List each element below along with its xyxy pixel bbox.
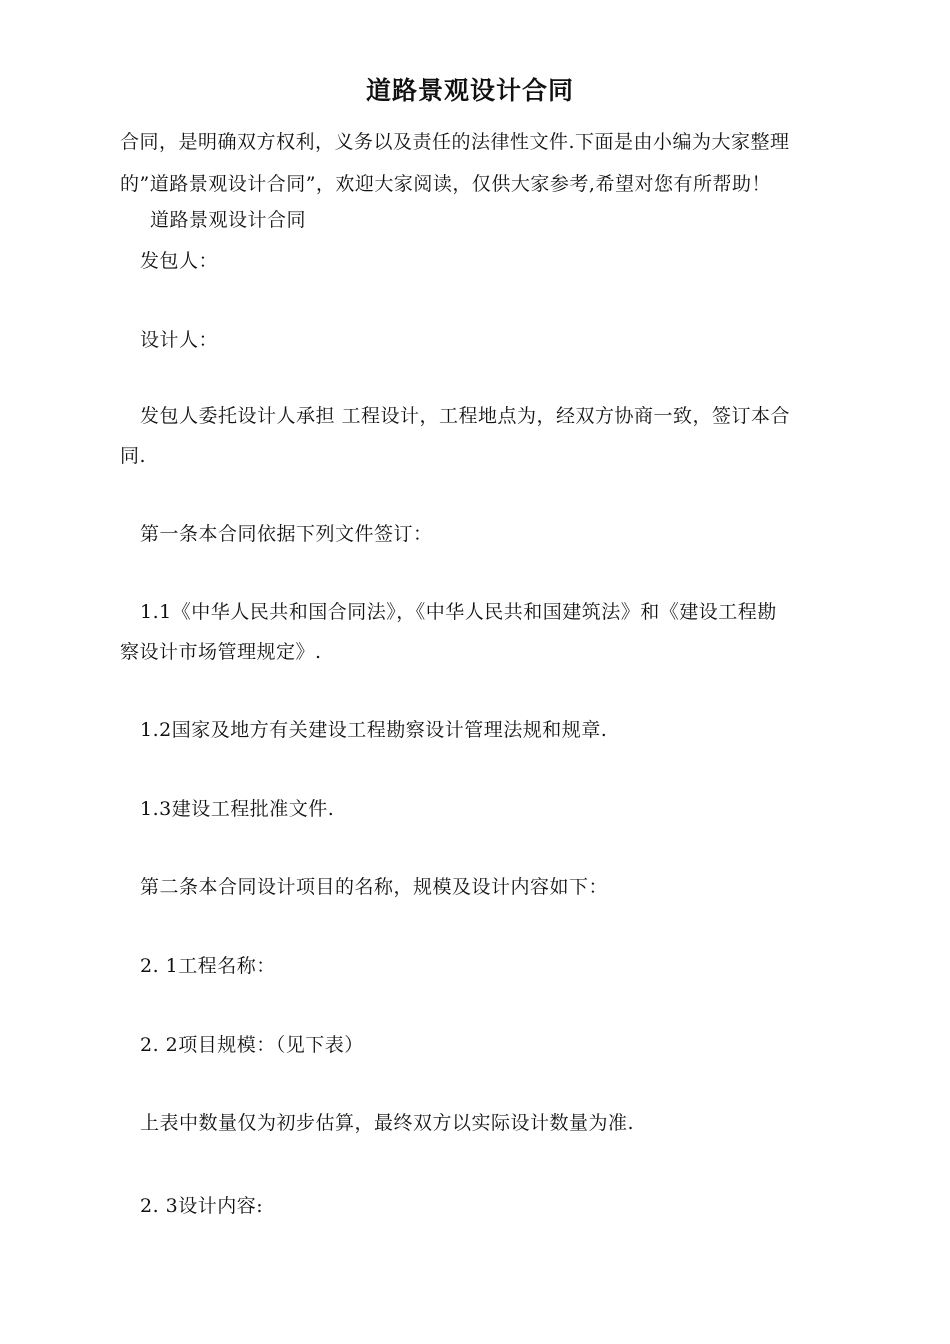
intro-line-2: 的”道路景观设计合同”，欢迎大家阅读，仅供大家参考,希望对您有所帮助！ [120,173,771,195]
item-1-3: 1.3建设工程批准文件. [140,798,335,820]
item-1-1-line-2: 察设计市场管理规定》. [120,641,322,663]
document-title: 道路景观设计合同 [365,76,574,105]
party-a-label: 发包人： [140,250,219,272]
item-1-2: 1.2国家及地方有关建设工程勘察设计管理法规和规章. [140,719,608,741]
intro-line-1: 合同，是明确双方权利，义务以及责任的法律性文件.下面是由小编为大家整理 [120,131,790,153]
item-2-2: 2. 2项目规模：（见下表） [140,1034,364,1056]
article-2-heading: 第二条本合同设计项目的名称，规模及设计内容如下： [140,876,609,898]
designer-label: 设计人： [140,329,219,351]
item-2-3: 2. 3设计内容: [140,1195,264,1217]
table-note: 上表中数量仅为初步估算，最终双方以实际设计数量为准. [140,1112,635,1134]
contract-subtitle: 道路景观设计合同 [150,209,307,231]
item-1-1-line-1: 1.1《中华人民共和国合同法》，《中华人民共和国建筑法》和《建设工程勘 [140,601,777,623]
commission-paragraph-line-1: 发包人委托设计人承担 工程设计，工程地点为，经双方协商一致，签订本合 [140,405,791,427]
article-1-heading: 第一条本合同依据下列文件签订： [140,523,433,545]
commission-paragraph-line-2: 同. [120,445,147,467]
item-2-1: 2. 1工程名称： [140,955,276,977]
